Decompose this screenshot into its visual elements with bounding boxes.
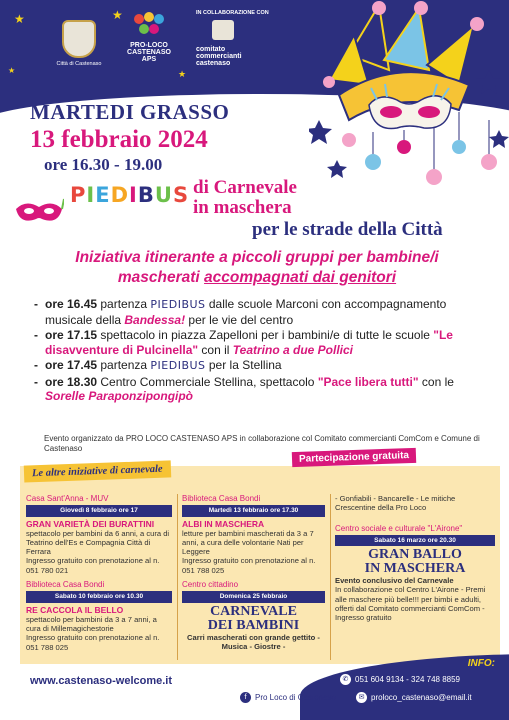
- facebook-contact[interactable]: [240, 692, 336, 703]
- phone-numbers: 051 604 9134 - 324 748 8859: [355, 675, 460, 684]
- proloco-mark-icon: [130, 12, 168, 40]
- event-description: - Gonfiabili - Bancarelle - Le mitiche Crescentine della Pro Loco: [335, 494, 456, 513]
- event-hours: ore 16.30 - 19.00: [44, 155, 163, 174]
- event-date-bar: Sabato 16 marzo ore 20.30: [335, 535, 495, 546]
- event-date: 13 febbraio 2024: [30, 126, 208, 153]
- piedibus-logo: PIEDIBUS: [70, 183, 190, 207]
- event-location: Casa Sant'Anna - MUV: [26, 494, 109, 503]
- other-events-title: Le altre iniziative di carnevale: [24, 460, 171, 482]
- facebook-page: Pro Loco di Castenaso: [255, 693, 336, 702]
- event-location: Centro sociale e culturale "L'Airone": [335, 523, 463, 533]
- event-streets: per le strade della Città: [252, 219, 443, 240]
- proloco-label: CASTENASO: [127, 49, 171, 56]
- phone-contact: [340, 674, 460, 685]
- event-description: Carri mascherati con grande gettito - Musica - Giostre -: [187, 632, 320, 651]
- crest-icon: [62, 20, 96, 58]
- event-location: Centro cittadino: [182, 580, 239, 590]
- events-column-3: [335, 494, 495, 623]
- star-icon: ★: [112, 8, 123, 22]
- event-day: MARTEDI GRASSO: [30, 100, 230, 124]
- events-column-2: [182, 494, 325, 651]
- jester-hat-illustration: [309, 0, 509, 230]
- info-label: INFO:: [467, 658, 495, 669]
- program-item: - ore 17.45 partenza PIEDIBUS per la Stellina: [34, 358, 494, 374]
- event-date-bar: Martedì 13 febbraio ore 17.30: [182, 505, 325, 516]
- program-item: - ore 18.30 Centro Commerciale Stellina, spettacolo "Pace libera tutti" con le Sorelle Paraponzipongipò: [34, 375, 494, 404]
- event-location: Biblioteca Casa Bondi: [26, 580, 105, 590]
- organizer-note: Evento organizzato da PRO LOCO CASTENASO APS in collaborazione col Comitato commercianti ComCom e Comune di Castenaso: [44, 434, 480, 453]
- event-description: letture per bambini mascherati da 3 a 7 anni, a cura delle volontarie Nati per Leggere: [182, 528, 314, 557]
- program-item: - ore 17.15 spettacolo in piazza Zapelloni per i bambini/e di tutte le scuole "Le disavventure di Pulcinella" con il Teatrino a due Pollici: [34, 328, 494, 357]
- event-title: GRAN BALLO IN MASCHERA: [364, 547, 466, 577]
- facebook-icon: f: [240, 692, 251, 703]
- email-contact[interactable]: [356, 692, 472, 703]
- event-description: In collaborazione col Centro L'Airone - Premi alle maschere più belle!!! per bimbi e adulti, offerti dal Comitato commercianti ComCom - Ingresso gratuito: [335, 585, 486, 623]
- star-icon: ★: [14, 12, 25, 26]
- event-subtitle: di Carnevale in maschera: [193, 177, 297, 218]
- proloco-logo: [124, 12, 174, 63]
- comune-seal-icon: [212, 20, 234, 40]
- column-divider: [330, 494, 331, 660]
- event-date-bar: Giovedì 8 febbraio ore 17: [26, 505, 172, 516]
- column-divider: [177, 494, 178, 660]
- free-entry-badge: Partecipazione gratuita: [292, 448, 416, 467]
- program-list: [34, 297, 494, 405]
- event-title: ALBI IN MASCHERA: [182, 518, 265, 529]
- proloco-label: PRO-LOCO: [130, 42, 168, 49]
- event-description: spettacolo per bambini da 3 a 7 anni, a cura di Millemagichestorie: [26, 614, 157, 633]
- event-info: Ingresso gratuito con prenotazione al n. 051 780 021: [26, 556, 160, 575]
- collaboration-label: IN COLLABORAZIONE CON: [196, 10, 269, 16]
- event-description: spettacolo per bambini da 6 anni, a cura di Teatrino dell'Es e Compagnia Città di Ferrara: [26, 528, 170, 557]
- event-title: RE CACCOLA IL BELLO: [26, 604, 124, 615]
- program-item: - ore 16.45 partenza PIEDIBUS dalle scuole Marconi con accompagnamento musicale della Bandessa! per le vie del centro: [34, 297, 494, 327]
- proloco-aps: APS: [141, 56, 157, 63]
- event-location: Biblioteca Casa Bondi: [182, 494, 261, 503]
- carnival-mask-icon: [14, 195, 64, 229]
- city-logo: [56, 20, 102, 67]
- website-link[interactable]: www.castenaso-welcome.it: [30, 675, 173, 687]
- mail-icon: ✉: [356, 692, 367, 703]
- event-title: CARNEVALE DEI BAMBINI: [207, 603, 300, 633]
- events-column-1: [26, 494, 172, 652]
- event-info: Ingresso gratuito con prenotazione al n. 051 788 025: [182, 556, 316, 575]
- intro-text: Iniziativa itinerante a piccoli gruppi per bambine/i mascherati accompagnati dai genitori: [75, 249, 439, 286]
- event-info: Ingresso gratuito con prenotazione al n. 051 788 025: [26, 633, 160, 652]
- star-icon: ★: [8, 66, 16, 75]
- city-logo-label: Città di Castenaso: [56, 61, 102, 67]
- comcom-logo: comitato commercianti castenaso: [196, 46, 242, 67]
- email-address: proloco_castenaso@email.it: [371, 693, 472, 702]
- event-title: GRAN VARIETÀ DEI BURATTINI: [26, 518, 155, 529]
- phone-icon: ✆: [340, 674, 351, 685]
- event-subtitle: Evento conclusivo del Carnevale: [335, 576, 454, 586]
- event-date-bar: Sabato 10 febbraio ore 10.30: [26, 591, 172, 602]
- star-icon: ★: [178, 70, 187, 80]
- event-date-bar: Domenica 25 febbraio: [182, 591, 325, 602]
